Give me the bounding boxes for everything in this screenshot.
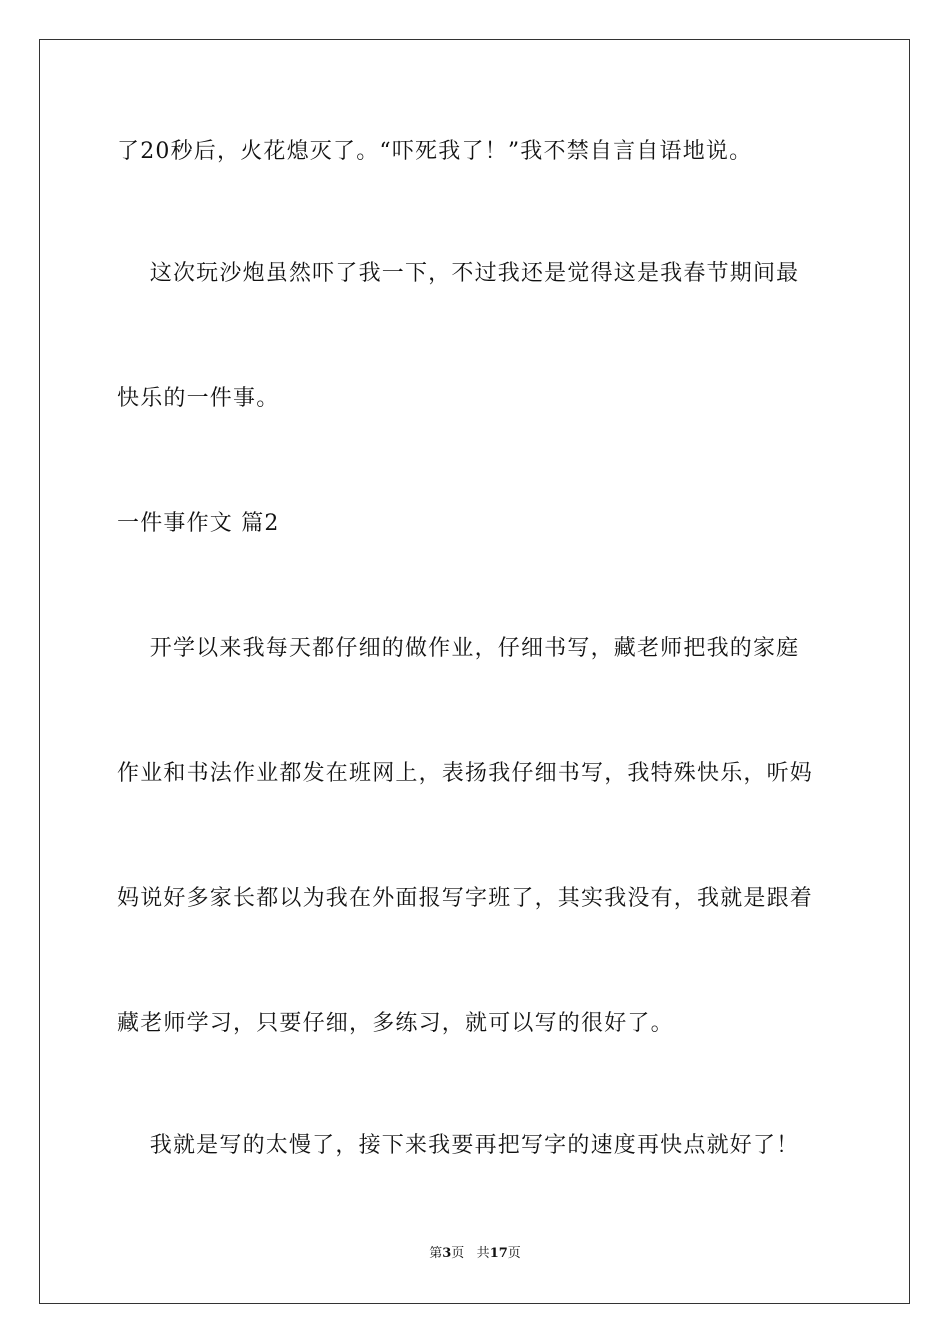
text-line-6: 作业和书法作业都发在班网上，表扬我仔细书写，我特殊快乐，听妈: [117, 761, 814, 786]
footer-total-pages: 17: [489, 1246, 508, 1261]
text-line-7: 妈说好多家长都以为我在外面报写字班了，其实我没有，我就是跟着: [117, 886, 814, 911]
text-line-5: 开学以来我每天都仔细的做作业，仔细书写，藏老师把我的家庭: [117, 636, 800, 661]
section-heading: 一件事作文 篇2: [117, 511, 280, 536]
text-line-1: 了20秒后，火花熄灭了。“吓死我了！”我不禁自言自语地说。: [117, 139, 753, 164]
text-line-2: 这次玩沙炮虽然吓了我一下，不过我还是觉得这是我春节期间最: [117, 261, 800, 286]
footer-page-prefix: 第: [429, 1246, 443, 1261]
text-line-8: 藏老师学习，只要仔细，多练习，就可以写的很好了。: [117, 1011, 674, 1036]
page-border: [39, 39, 910, 1304]
footer-page-suffix: 页: [451, 1246, 465, 1261]
text-line-9: 我就是写的太慢了，接下来我要再把写字的速度再快点就好了！: [117, 1133, 800, 1158]
text-line-3: 快乐的一件事。: [117, 386, 280, 411]
footer-total-prefix: 共: [476, 1246, 490, 1261]
footer-page-number: 3: [442, 1246, 452, 1261]
page-footer: [0, 1245, 950, 1263]
footer-total-suffix: 页: [507, 1246, 521, 1261]
